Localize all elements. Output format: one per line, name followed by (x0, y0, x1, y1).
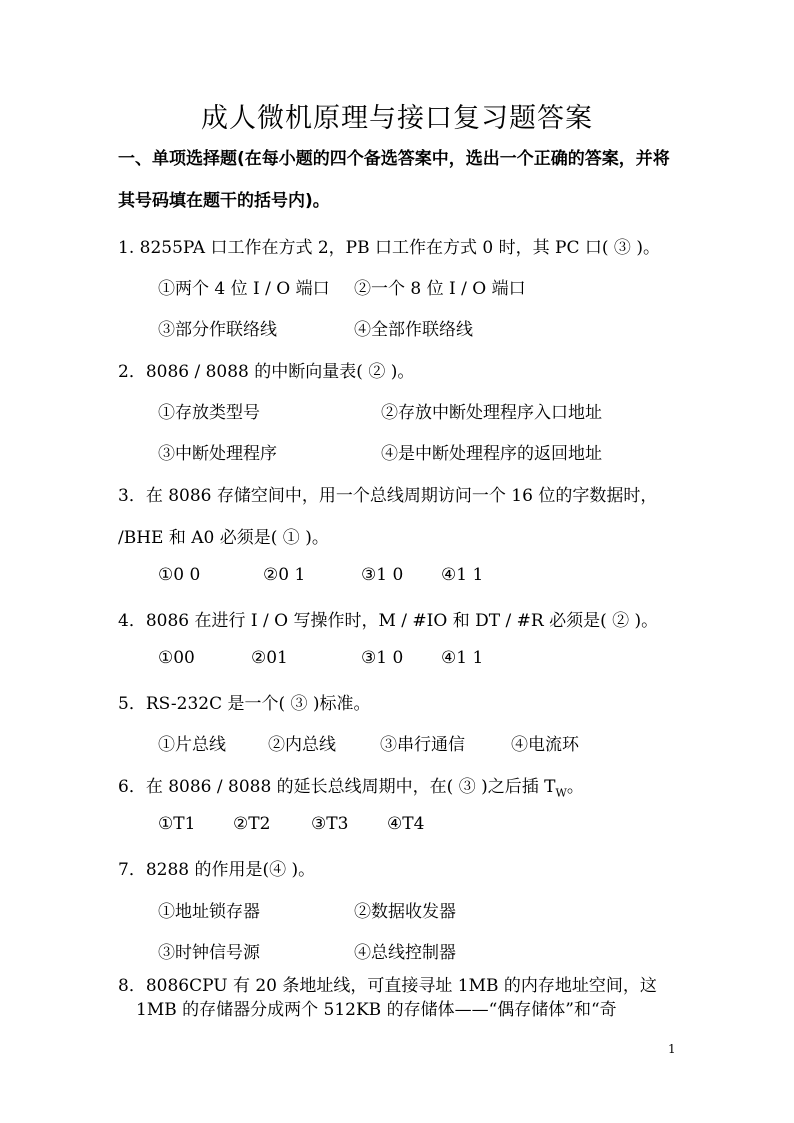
question-6-stem (118, 772, 584, 799)
page-number: 1 (668, 1042, 676, 1056)
question-3-option-4: ④1 1 (441, 565, 484, 585)
question-3-option-1: ①0 0 (158, 565, 201, 585)
question-6-subscript: W (555, 786, 567, 800)
question-6-option-3: ③T3 (311, 814, 349, 834)
section-heading: 一、单项选择题(在每小题的四个备选答案中，选出一个正确的答案，并将其号码填在题干的括号内)。 (118, 149, 670, 211)
question-1-option-1: ①两个 4 位 I / O 端口 (158, 279, 330, 299)
question-8-stem-continued: 1MB 的存储器分成两个 512KB 的存储体——“偶存储体”和“奇 (136, 1000, 617, 1020)
question-2-option-3: ③中断处理程序 (158, 444, 277, 464)
question-4-option-3: ③1 0 (361, 648, 404, 668)
question-4-option-1: ①00 (158, 648, 195, 668)
document-title: 成人微机原理与接口复习题答案 (201, 103, 593, 134)
question-1-option-4: ④全部作联络线 (354, 320, 473, 340)
question-2-stem: 2．8086 / 8088 的中断向量表( ② )。 (118, 362, 415, 382)
question-4-stem: 4．8086 在进行 I / O 写操作时，M / #IO 和 DT / #R 必须是( ② )。 (118, 611, 659, 631)
question-5-option-1: ①片总线 (158, 735, 226, 755)
question-6-option-1: ①T1 (158, 814, 196, 834)
question-3-option-3: ③1 0 (361, 565, 404, 585)
question-5-option-3: ③串行通信 (380, 735, 465, 755)
question-4-option-4: ④1 1 (441, 648, 484, 668)
question-5-option-4: ④电流环 (511, 735, 579, 755)
question-1-option-2: ②一个 8 位 I / O 端口 (354, 279, 526, 299)
question-6-stem-end: 。 (566, 777, 584, 797)
question-3-stem-continued: /BHE 和 A0 必须是( ① )。 (118, 528, 329, 548)
question-1-stem: 1. 8255PA 口工作在方式 2，PB 口工作在方式 0 时，其 PC 口( ③ )。 (118, 238, 660, 258)
question-5-stem: 5．RS-232C 是一个( ③ )标准。 (118, 694, 371, 714)
question-7-option-4: ④总线控制器 (354, 943, 456, 963)
question-2-option-1: ①存放类型号 (158, 403, 260, 423)
question-7-option-2: ②数据收发器 (354, 902, 456, 922)
question-6-option-2: ②T2 (233, 814, 271, 834)
question-3-stem: 3．在 8086 存储空间中，用一个总线周期访问一个 16 位的字数据时， (118, 486, 658, 506)
question-1-option-3: ③部分作联络线 (158, 320, 277, 340)
question-7-option-1: ①地址锁存器 (158, 902, 260, 922)
question-6-stem-text: 6．在 8086 / 8088 的延长总线周期中，在( ③ )之后插 T (118, 777, 556, 797)
question-4-option-2: ②01 (251, 648, 288, 668)
question-3-option-2: ②0 1 (263, 565, 306, 585)
question-5-option-2: ②内总线 (268, 735, 336, 755)
question-6-option-4: ④T4 (387, 814, 425, 834)
question-2-option-2: ②存放中断处理程序入口地址 (381, 403, 602, 423)
question-7-stem: 7．8288 的作用是(④ )。 (118, 860, 316, 880)
question-7-option-3: ③时钟信号源 (158, 943, 260, 963)
question-2-option-4: ④是中断处理程序的返回地址 (381, 444, 602, 464)
question-8-stem: 8．8086CPU 有 20 条地址线，可直接寻址 1MB 的内存地址空间，这 (118, 976, 657, 996)
